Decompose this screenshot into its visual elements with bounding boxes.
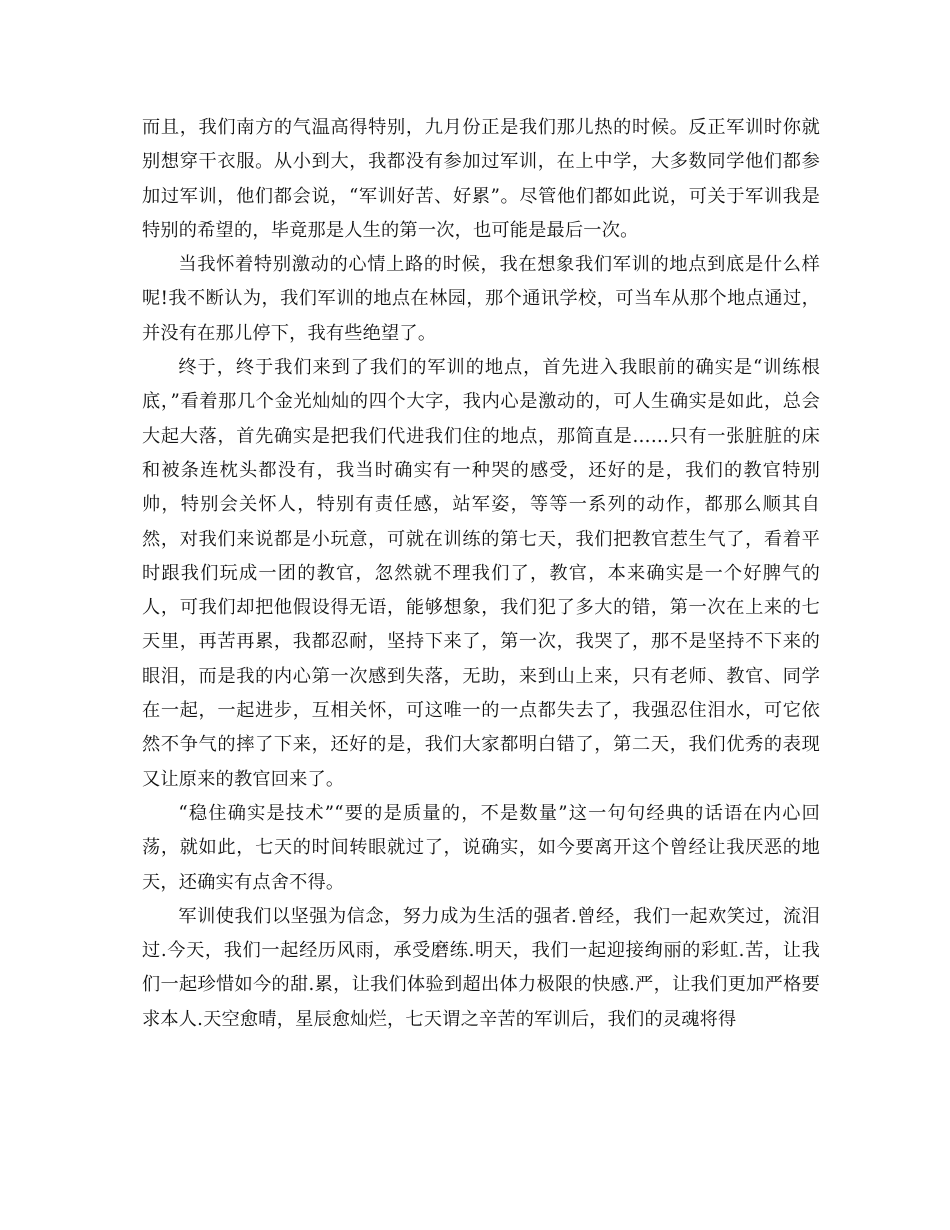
- document-body: [142, 111, 820, 1037]
- paragraph-1: 而且，我们南方的气温高得特别，九月份正是我们那儿热的时候。反正军训时你就别想穿干衣服。从小到大，我都没有参加过军训，在上中学，大多数同学他们都参加过军训，他们都会说，“军训好苦、好累”。尽管他们都如此说，可关于军训我是特别的希望的，毕竟那是人生的第一次，也可能是最后一次。: [142, 117, 820, 241]
- paragraph-5: 军训使我们以坚强为信念，努力成为生活的强者.曾经，我们一起欢笑过，流泪过.今天，我们一起经历风雨，承受磨练.明天，我们一起迎接绚丽的彩虹.苦，让我们一起珍惜如今的甜.累，让我们体验到超出体力极限的快感.严，让我们更加严格要求本人.天空愈晴，星辰愈灿烂，七天谓之辛苦的军训后，我们的灵魂将得: [142, 905, 820, 1030]
- paragraph-2: 当我怀着特别激动的心情上路的时候，我在想象我们军训的地点到底是什么样呢!我不断认为，我们军训的地点在林园，那个通讯学校，可当车从那个地点通过，并没有在那儿停下，我有些绝望了。: [142, 254, 820, 344]
- paragraph-3: 终于，终于我们来到了我们的军训的地点，首先进入我眼前的确实是“训练根底，”看着那几个金光灿灿的四个大字，我内心是激动的，可人生确实是如此，总会大起大落，首先确实是把我们代进我们住的地点，那简直是……只有一张脏脏的床和被条连枕头都没有，我当时确实有一种哭的感受，还好的是，我们的教官特别帅，特别会关怀人，特别有责任感，站军姿，等等一系列的动作，都那么顺其自然，对我们来说都是小玩意，可就在训练的第七天，我们把教官惹生气了，看着平时跟我们玩成一团的教官，忽然就不理我们了，教官，本来确实是一个好脾气的人，可我们却把他假设得无语，能够想象，我们犯了多大的错，第一次在上来的七天里，再苦再累，我都忍耐，坚持下来了，第一次，我哭了，那不是坚持不下来的眼泪，而是我的内心第一次感到失落，无助，来到山上来，只有老师、教官、同学在一起，一起进步，互相关怀，可这唯一的一点都失去了，我强忍住泪水，可它依然不争气的摔了下来，还好的是，我们大家都明白错了，第二天，我们优秀的表现又让原来的教官回来了。: [142, 357, 820, 790]
- paragraph-4: “稳住确实是技术”“要的是质量的，不是数量”这一句句经典的话语在内心回荡，就如此，七天的时间转眼就过了，说确实，如今要离开这个曾经让我厌恶的地天，还确实有点舍不得。: [142, 802, 820, 893]
